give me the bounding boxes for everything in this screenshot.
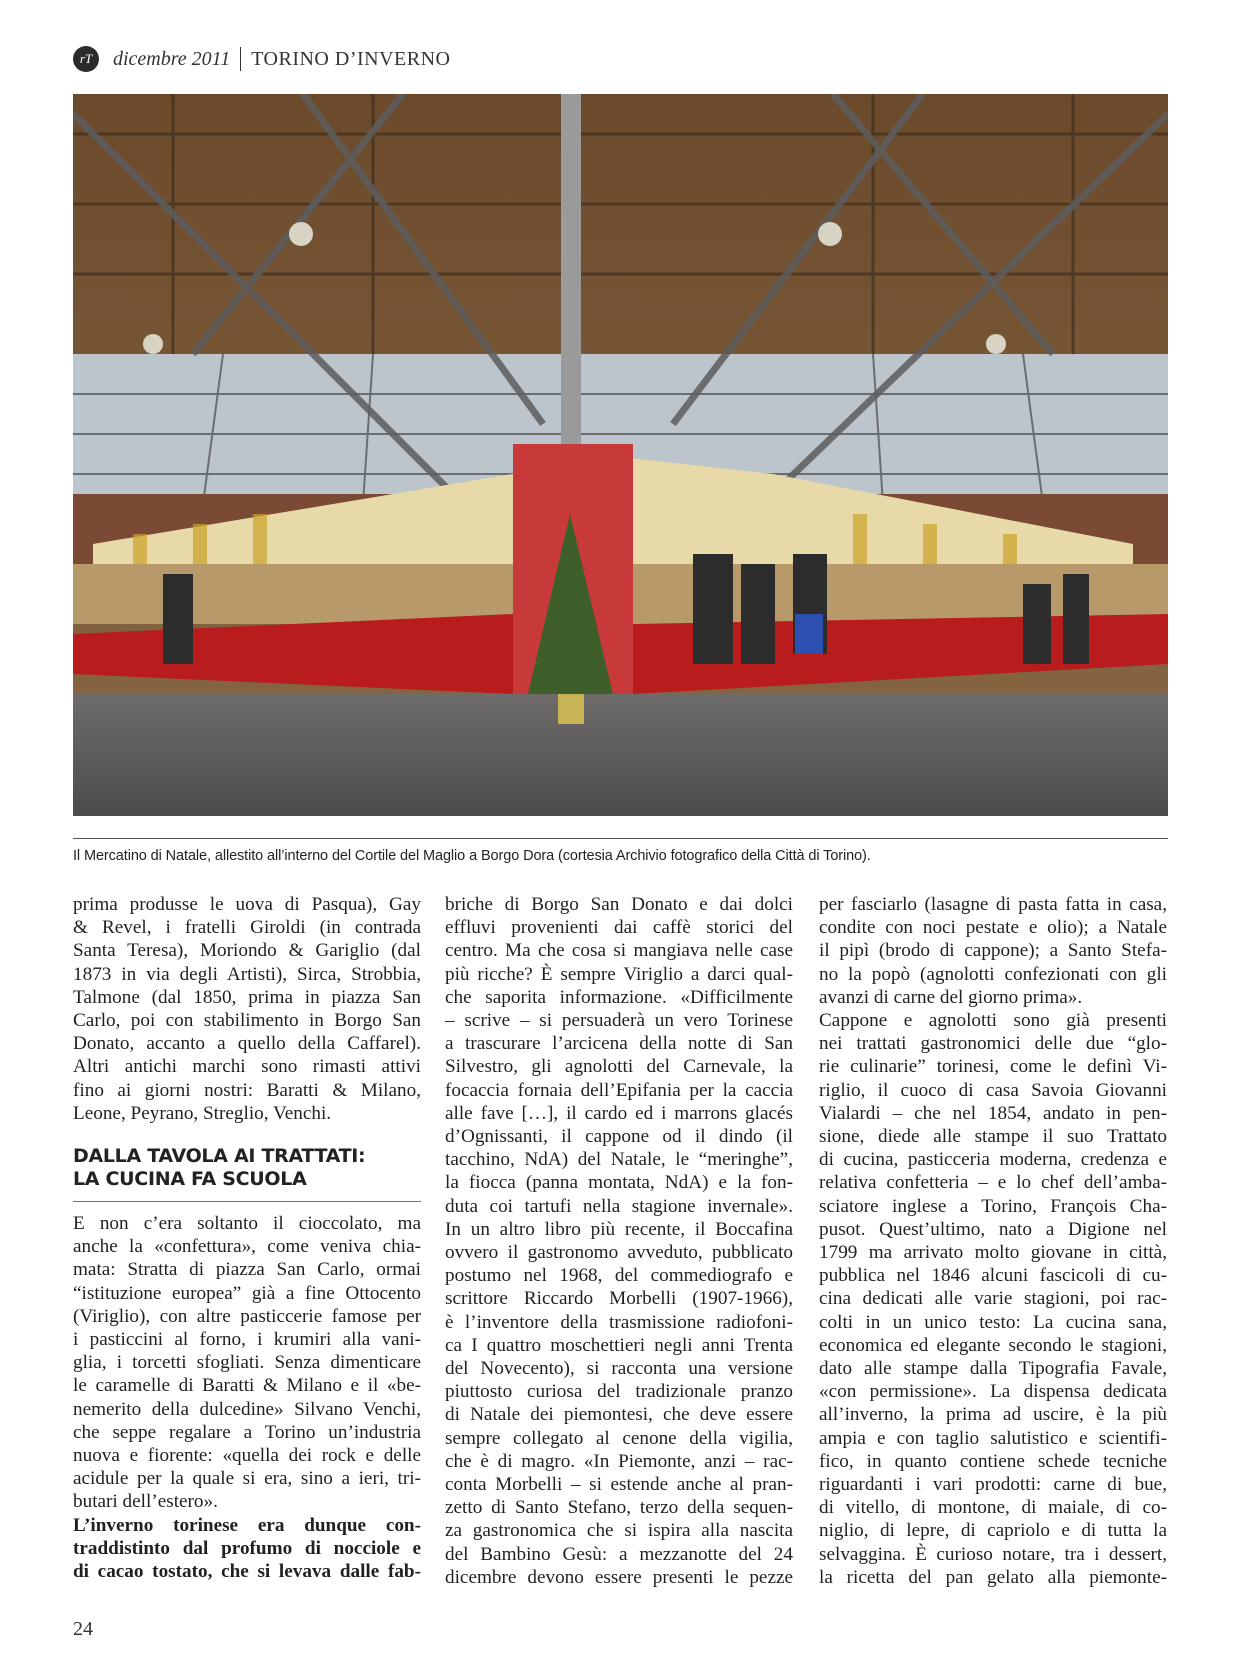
text-line: «con permissione». La dispensa dedicata [819,1381,1167,1403]
paragraph-inverno [73,1514,421,1584]
text-line: che seppe regalare a Torino un’industria [73,1421,421,1443]
text-line: Altri antichi marchi sono rimasti attivi [73,1056,421,1078]
text-line: E non c’era soltanto il cioccolato, ma [73,1213,421,1235]
paragraph-pezze [819,893,1167,1009]
text-line: duta coi tartufi nella stagione invernale». [445,1195,793,1217]
text-line: pubblica nel 1846 alcuni fascicoli di cu- [819,1265,1167,1287]
section-title: TORINO D’INVERNO [251,47,451,70]
text-line: tacchino, NdA) del Natale, le “meringhe”, [445,1149,793,1171]
text-line: 1873 in via degli Artisti), Sirca, Strobbia, [73,963,421,985]
text-line: nei trattati gastronomici delle due “glo- [819,1033,1167,1055]
text-line: riguardanti i vari prodotti: carne di bue, [819,1474,1167,1496]
paragraph-trattati [819,1009,1167,1589]
text-line: Vialardi – che nel 1854, andato in pen- [819,1102,1167,1124]
text-line: sempre collegato al cenone della vigilia, [445,1427,793,1449]
text-line: butari dell’estero». [73,1491,218,1513]
text-line: (Viriglio), con altre pasticcerie famose per [73,1305,421,1327]
text-line: scrittore Riccardo Morbelli (1907-1966), [445,1288,793,1310]
caption-rule [73,838,1168,839]
text-line: selvaggina. È curioso notare, tra i dessert, [819,1543,1167,1565]
column-1 [73,893,421,1583]
text-line: colti in un unico testo: La cucina sana, [819,1311,1167,1333]
christmas-market-photo [73,94,1168,816]
text-line: Cappone e agnolotti sono già presenti [819,1010,1167,1032]
text-line: che saporita informazione. «Difficilmente [445,986,793,1008]
text-line: è l’inventore della trasmissione radiofoni- [445,1311,793,1333]
text-line: del Bambino Gesù: a mezzanotte del 24 [445,1543,793,1565]
text-line: cina dedicati alle varie stagioni, poi rac- [819,1288,1167,1310]
text-line: per fasciarlo (lasagne di pasta fatta in casa, [819,894,1167,915]
text-line: traddistinto dal profumo di nocciole e [73,1537,421,1559]
text-line: glia, i torcetti sfogliati. Senza dimenticare [73,1352,421,1374]
text-line: all’inverno, la prima ad uscire, è la più [819,1404,1167,1426]
text-line: Talmone (dal 1850, prima in piazza San [73,986,421,1008]
text-line: nemerito della dulcedine» Silvano Venchi, [73,1398,421,1420]
text-line: di cacao tostato, che si levava dalle fab- [73,1561,421,1583]
text-line: no la popò (agnolotti confezionati con gli [819,963,1167,985]
text-line: focaccia fornaia dell’Epifania per la caccia [445,1079,793,1101]
paragraph-confettura [73,1212,421,1514]
text-line: & Revel, i fratelli Giroldi (in contrada [73,917,421,939]
text-line: alle fave […], il cardo ed i marrons glacés [445,1102,793,1124]
magazine-logo: rT [73,46,99,72]
text-line: avanzi di carne del giorno prima». [819,986,1083,1008]
section-heading [73,1145,421,1202]
text-line: di vitello, di montone, di maiale, di co- [819,1497,1167,1519]
text-line: fico, in quanto contiene schede tecniche [819,1450,1167,1472]
text-line: acidule per la quale si era, sino a ieri, tri- [73,1468,421,1490]
text-line: In un altro libro più recente, il Boccafina [445,1218,793,1240]
text-line: sciatore inglese a Torino, François Cha- [819,1195,1167,1217]
text-line: piuttosto curiosa del tradizionale pranzo [445,1381,793,1403]
text-line: 1799 ma arrivato molto giovane in città, [819,1242,1167,1264]
text-line: ampia e con taglio salutistico e scientifi- [819,1427,1167,1449]
text-line: prima produsse le uova di Pasqua), Gay [73,894,421,915]
paragraph-brands [73,893,421,1125]
text-line: di cucina, pasticceria moderna, credenza e [819,1149,1167,1171]
text-line: sione, diede alle stampe il suo Trattato [819,1126,1167,1148]
text-line: dicembre devono essere presenti le pezze [445,1566,793,1588]
running-header [73,44,450,74]
text-line: L’inverno torinese era dunque con- [73,1514,421,1536]
header-divider [240,47,241,71]
text-line: zetto di Santo Stefano, terzo della sequen- [445,1497,793,1519]
text-line: Carlo, poi con stabilimento in Borgo San [73,1010,421,1032]
heading-line: LA CUCINA FA SCUOLA [73,1168,307,1191]
text-line: la fiocca (panna montata, NdA) e la fon- [445,1172,793,1194]
text-line: relativa confetteria – e lo chef dell’amba- [819,1172,1167,1194]
text-line: Leone, Peyrano, Streglio, Venchi. [73,1102,332,1124]
text-line: i pasticcini al forno, i krumiri alla vani- [73,1329,421,1351]
paragraph-viriglio [445,893,793,1589]
market-hall-illustration [73,94,1168,816]
text-line: del Novecento), si racconta una versione [445,1358,793,1380]
text-line: a trascurare l’arcicena della notte di San [445,1033,793,1055]
text-line: pusot. Quest’ultimo, nato a Digione nel [819,1218,1167,1240]
text-line: la ricetta del pan gelato alla piemonte- [819,1566,1167,1588]
text-line: Donato, accanto a quello della Caffarel). [73,1033,421,1055]
text-line: Santa Teresa), Moriondo & Gariglio (dal [73,940,421,962]
text-line: Silvestro, gli agnolotti del Carnevale, la [445,1056,793,1078]
column-3 [819,893,1167,1589]
text-line: centro. Ma che cosa si mangiava nelle case [445,940,793,962]
text-line: rie culinarie” torinesi, come le definì Vi- [819,1056,1167,1078]
text-line: più ricche? È sempre Viriglio a darci qual- [445,963,793,985]
text-line: mata: Stratta di piazza San Carlo, ormai [73,1259,421,1281]
text-line: le caramelle di Baratti & Milano e il «be- [73,1375,421,1397]
text-line: condite con noci pestate e olio); a Natale [819,917,1167,939]
text-line: di Natale dei piemontesi, che deve essere [445,1404,793,1426]
text-line: “istituzione europea” già a fine Ottocento [73,1282,421,1304]
text-line: effluvi provenienti dai caffè storici del [445,917,793,939]
text-line: ovvero il gastronomo avveduto, pubblicato [445,1242,793,1264]
text-line: nuova e fiorente: «quella dei rock e delle [73,1445,421,1467]
text-line: riglio, il cuoco di casa Savoia Giovanni [819,1079,1167,1101]
text-line: ca I quattro moschettieri negli anni Trenta [445,1334,793,1356]
text-line: il pipì (brodo di cappone); a Santo Stefa- [819,940,1167,962]
text-line: briche di Borgo San Donato e dai dolci [445,894,793,915]
text-line: dato alle stampe dalla Tipografia Favale, [819,1358,1167,1380]
text-line: za gastronomica che si ispira alla nascita [445,1520,793,1542]
text-line: d’Ognissanti, il cappone od il dindo (il [445,1126,793,1148]
photo-caption: Il Mercatino di Natale, allestito all’interno del Cortile del Maglio a Borgo Dora (cortesia Archivio fotografico della Città di Torino). [73,848,871,864]
text-line: fino ai giorni nostri: Baratti & Milano, [73,1079,421,1101]
text-line: niglio, di lepre, di capriolo e di tutta la [819,1520,1167,1542]
text-line: conta Morbelli – si estende anche al pran- [445,1474,793,1496]
text-line: che è di magro. «In Piemonte, anzi – rac- [445,1450,793,1472]
heading-line: DALLA TAVOLA AI TRATTATI: [73,1145,366,1168]
issue-date: dicembre 2011 [113,47,231,70]
text-line: anche la «confettura», come veniva chia- [73,1236,421,1258]
column-2 [445,893,793,1589]
text-line: economica ed elegante secondo le stagioni, [819,1334,1167,1356]
page-number: 24 [73,1618,93,1640]
text-line: – scrive – si persuaderà un vero Torinese [445,1010,793,1032]
text-line: postumo nel 1968, del commediografo e [445,1265,793,1287]
